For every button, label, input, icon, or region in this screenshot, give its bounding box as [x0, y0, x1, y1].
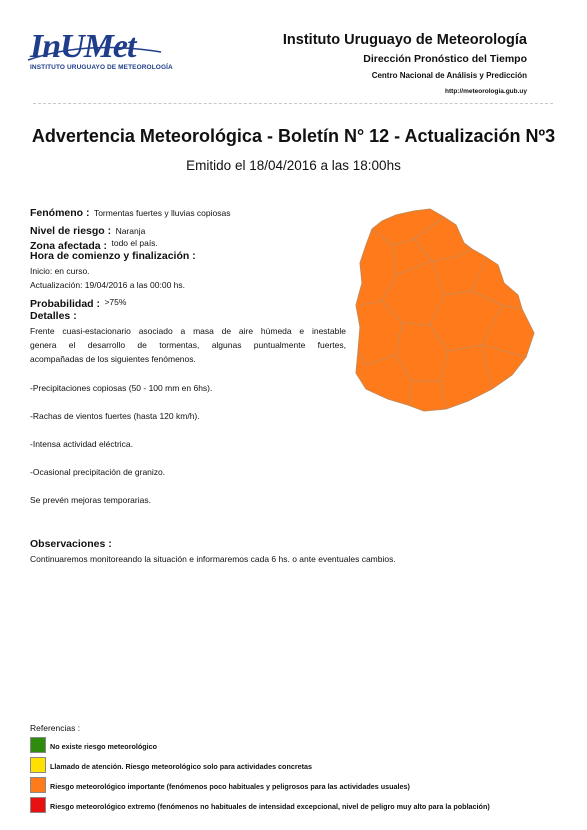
probability-value: >75%	[104, 297, 127, 307]
legend-swatch-green	[30, 737, 46, 753]
zone-value: todo el país.	[111, 238, 158, 248]
observations-label: Observaciones :	[30, 538, 112, 550]
emitted-date: Emitido el 18/04/2016 a las 18:00hs	[186, 158, 401, 173]
legend-item-red: Riesgo meteorológico extremo (fenómenos no habituales de intensidad excepcional, nivel de peligro muy alto para la población)	[50, 802, 490, 811]
phenomenon-label: Fenómeno :	[30, 207, 90, 219]
legend-swatch-yellow	[30, 757, 46, 773]
legend-item-green: No existe riesgo meteorológico	[50, 742, 158, 751]
phenomenon-value: Tormentas fuertes y lluvias copiosas	[93, 208, 231, 218]
observations-text: Continuaremos monitoreando la situación e informaremos cada 6 hs. o ante eventuales cambios.	[30, 554, 396, 564]
start-time: Inicio: en curso.	[30, 266, 90, 276]
time-label: Hora de comienzo y finalización :	[30, 250, 196, 262]
probability-label: Probabilidad :	[30, 298, 101, 310]
legend-item-yellow: Llamado de atención. Riesgo meteorológico solo para actividades concretas	[50, 762, 313, 771]
uruguay-map-icon	[352, 205, 542, 415]
legend-label: Referencias :	[30, 723, 81, 733]
legend-swatch-orange	[30, 777, 46, 793]
logo-subtitle: INSTITUTO URUGUAYO DE METEOROLOGÍA	[30, 64, 173, 71]
legend-item-orange: Riesgo meteorológico importante (fenómenos poco habituales y peligrosos para las actividades usuales)	[50, 782, 410, 791]
detail-item: -Rachas de vientos fuertes (hasta 120 km/h).	[30, 411, 200, 421]
institution-name: Instituto Uruguayo de Meteorología	[282, 32, 527, 48]
details-label: Detalles :	[30, 310, 77, 322]
center-name: Centro Nacional de Análisis y Predicción	[371, 71, 527, 80]
website-link[interactable]: http://meteorologia.gub.uy	[445, 88, 527, 95]
risk-label: Nivel de riesgo :	[30, 225, 112, 237]
improvement-note: Se prevén mejoras temporarias.	[30, 495, 151, 505]
header-divider	[33, 103, 553, 104]
detail-item: -Intensa actividad eléctrica.	[30, 439, 133, 449]
bulletin-title: Advertencia Meteorológica - Boletín N° 12 - Actualización Nº3	[31, 126, 556, 146]
risk-value: Naranja	[115, 226, 146, 236]
zone-label: Zona afectada :	[30, 240, 108, 252]
update-time: Actualización: 19/04/2016 a las 00:00 hs.	[30, 280, 185, 290]
detail-item: -Precipitaciones copiosas (50 - 100 mm en 6hs).	[30, 383, 213, 393]
logo: InUMet	[30, 28, 136, 65]
legend-swatch-red	[30, 797, 46, 813]
details-line-3: acompañadas de los siguientes fenómenos.	[30, 354, 196, 364]
direction-name: Dirección Pronóstico del Tiempo	[363, 53, 527, 65]
details-line-1: Frente cuasi-estacionario asociado a masa de aire húmeda e inestable	[30, 326, 346, 336]
details-line-2: genera el desarrollo de tormentas, algunas puntualmente fuertes,	[30, 340, 346, 350]
phenomenon-row	[30, 203, 230, 221]
detail-item: -Ocasional precipitación de granizo.	[30, 467, 166, 477]
